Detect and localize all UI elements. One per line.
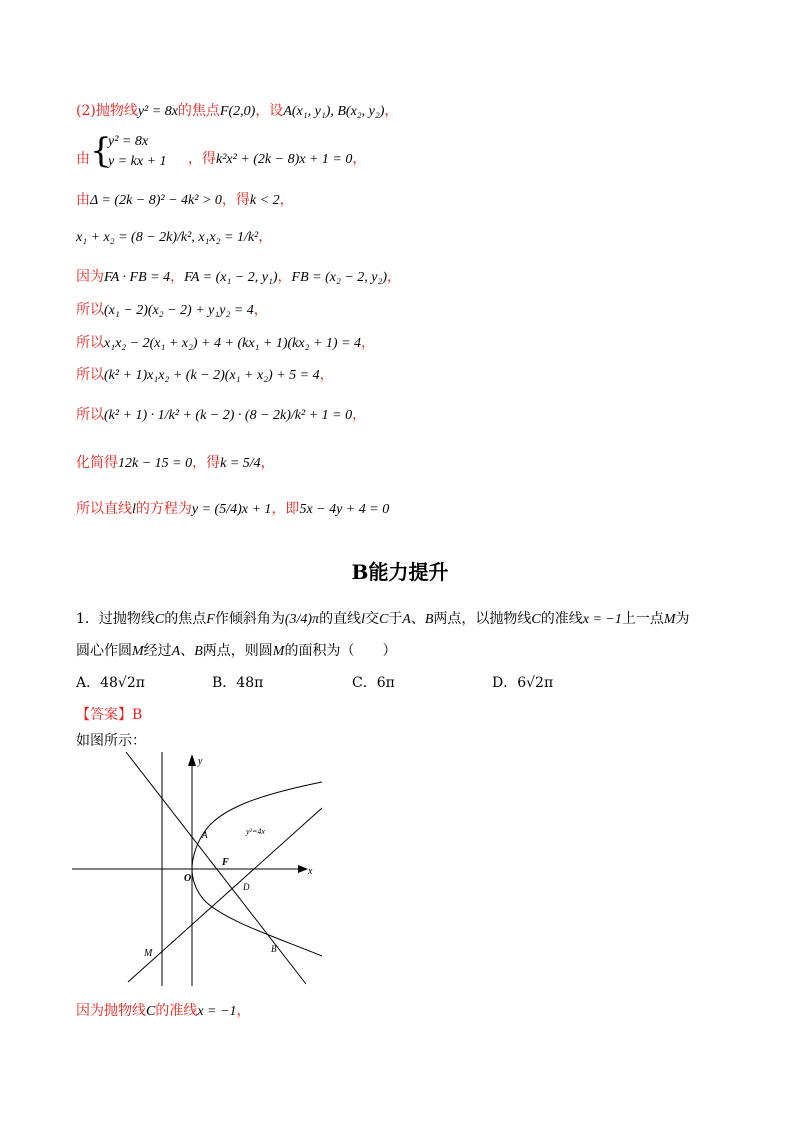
text: 因为 — [76, 269, 104, 285]
question-line-2 — [76, 640, 396, 660]
formula: (k² + 1)x₁x₂ + (k − 2)(x₁ + x₂) + 5 = 4 — [104, 368, 320, 383]
formula: x = −1 — [197, 1004, 237, 1019]
brace: { — [90, 131, 112, 171]
sol-line-11 — [76, 498, 389, 518]
sol-line-3 — [76, 189, 294, 209]
text: 化简得 — [76, 455, 118, 471]
text: 1．过抛物线 — [76, 611, 155, 627]
formula: A — [171, 644, 181, 659]
sol-line-10 — [76, 452, 275, 472]
focal-chord-line — [126, 752, 306, 984]
text: (2)抛物线 — [76, 103, 138, 119]
text: ， — [277, 269, 292, 285]
formula: M — [132, 644, 144, 659]
text: 圆心作圆 — [76, 643, 132, 659]
sol-line-7 — [76, 332, 375, 352]
text: 为 — [675, 611, 690, 627]
sol-line-1 — [76, 100, 398, 120]
question-line-1 — [76, 608, 690, 628]
x-axis-arrow-icon — [298, 865, 308, 873]
text: 所以直线 — [76, 501, 132, 517]
label-o: O — [184, 873, 192, 884]
text: ，即 — [271, 501, 300, 517]
text: 两点，则圆 — [202, 643, 273, 659]
text: ， — [258, 229, 273, 245]
text: 所以 — [76, 335, 104, 351]
sol-line-5 — [76, 266, 401, 286]
sol-line-9 — [76, 404, 366, 424]
text: 的焦点 — [177, 103, 220, 119]
formula: x₁x₂ − 2(x₁ + x₂) + 4 + (kx₁ + 1)(kx₂ + 1) = 4 — [104, 336, 362, 351]
formula: k < 2 — [249, 193, 280, 208]
formula: F(2,0) — [219, 104, 256, 119]
formula: FA · FB = 4 — [104, 270, 171, 285]
label-curve: y²=4x — [246, 827, 265, 836]
formula: k = 5/4 — [220, 456, 261, 471]
text: 由 — [76, 151, 90, 167]
formula: FB = (x₂ − 2, y₂) — [291, 270, 388, 285]
formula: C — [531, 612, 541, 627]
formula: 12k − 15 = 0 — [118, 456, 193, 471]
formula: x₁ + x₂ = (8 − 2k)/k², x₁x₂ = 1/k² — [76, 230, 259, 245]
formula: l — [361, 612, 365, 627]
text: 所以 — [76, 367, 104, 383]
label-m: M — [144, 948, 153, 959]
formula: (k² + 1) · 1/k² + (k − 2) · (8 − 2k)/k² + 1 = 0 — [104, 408, 353, 423]
text: ， — [384, 103, 399, 119]
formula: k²x² + (2k − 8)x + 1 = 0 — [216, 152, 353, 167]
parabola-figure — [68, 750, 328, 990]
text: 上一点 — [621, 611, 664, 627]
text: ， — [236, 1003, 251, 1019]
formula: B — [424, 612, 434, 627]
formula: (3/4)π — [284, 612, 320, 627]
formula: FA = (x₁ − 2, y₁) — [184, 270, 278, 285]
label-b: B — [271, 944, 277, 954]
formula: C — [378, 612, 389, 627]
text: 作倾斜角为 — [214, 611, 285, 627]
text: 由 — [76, 192, 90, 208]
text: 的直线 — [319, 611, 362, 627]
text: ， — [253, 302, 268, 318]
text: 经过 — [143, 643, 172, 659]
formula: B — [194, 644, 203, 659]
text: ， — [352, 407, 367, 423]
formula: C — [154, 612, 165, 627]
text: ，得 — [192, 455, 221, 471]
text: 所以 — [76, 407, 104, 423]
option-c: C．6π — [352, 675, 395, 691]
formula: F — [206, 612, 215, 627]
text: 于 — [388, 611, 403, 627]
text: 的焦点 — [164, 611, 207, 627]
text: ，得 — [221, 192, 250, 208]
y-axis-arrow-icon — [188, 754, 196, 766]
label-a: A — [202, 830, 208, 840]
section-title: B能力提升 — [351, 560, 449, 584]
sol-line-4 — [76, 226, 272, 246]
option-a: A．48√2π — [76, 675, 145, 691]
label-y: y — [198, 756, 203, 767]
formula: y² = 8x — [137, 104, 178, 119]
text: 的准线 — [155, 1003, 198, 1019]
sol-line-8 — [76, 364, 334, 384]
answer: 【答案】B — [76, 707, 143, 723]
formula: 5x − 4y + 4 = 0 — [299, 502, 390, 517]
text: 的方程为 — [135, 501, 192, 517]
text: 的面积为（ ） — [284, 643, 397, 659]
formula: y = kx + 1 — [108, 154, 167, 169]
text: ，设 — [255, 103, 284, 119]
formula: y² = 8x — [108, 134, 149, 149]
formula: l — [132, 502, 136, 517]
text: 、 — [410, 611, 425, 627]
option-b: B．48π — [212, 675, 264, 691]
formula: A(x₁, y₁), B(x₂, y₂) — [283, 104, 385, 119]
figure-intro: 如图所示： — [76, 733, 146, 749]
text: ， — [352, 151, 367, 167]
text: ， — [361, 335, 376, 351]
text: 所以 — [76, 302, 104, 318]
label-f: F — [222, 857, 229, 868]
option-d: D．6√2π — [492, 675, 554, 691]
formula: (x₁ − 2)(x₂ − 2) + y₁y₂ = 4 — [104, 303, 254, 318]
last-line — [76, 1000, 250, 1020]
formula: M — [272, 644, 285, 659]
text: ， — [279, 192, 294, 208]
formula: C — [146, 1004, 156, 1019]
text: ， — [170, 269, 185, 285]
text: 的准线 — [540, 611, 583, 627]
text: ， — [387, 269, 402, 285]
label-d: D — [243, 882, 250, 892]
text: 两点，以抛物线 — [433, 611, 532, 627]
formula: y = (5/4)x + 1 — [191, 502, 272, 517]
text: 、 — [180, 643, 195, 659]
text: ， — [260, 455, 275, 471]
text: 因为抛物线 — [76, 1003, 146, 1019]
text: 交 — [364, 611, 379, 627]
formula: M — [663, 612, 676, 627]
text: ， — [319, 367, 334, 383]
mdb-line — [128, 808, 322, 982]
sol-line-6 — [76, 299, 268, 319]
formula: Δ = (2k − 8)² − 4k² > 0 — [90, 193, 222, 208]
text: ，得 — [188, 151, 216, 167]
formula: x = −1 — [582, 612, 622, 627]
formula: A — [402, 612, 411, 627]
label-x: x — [308, 866, 313, 877]
